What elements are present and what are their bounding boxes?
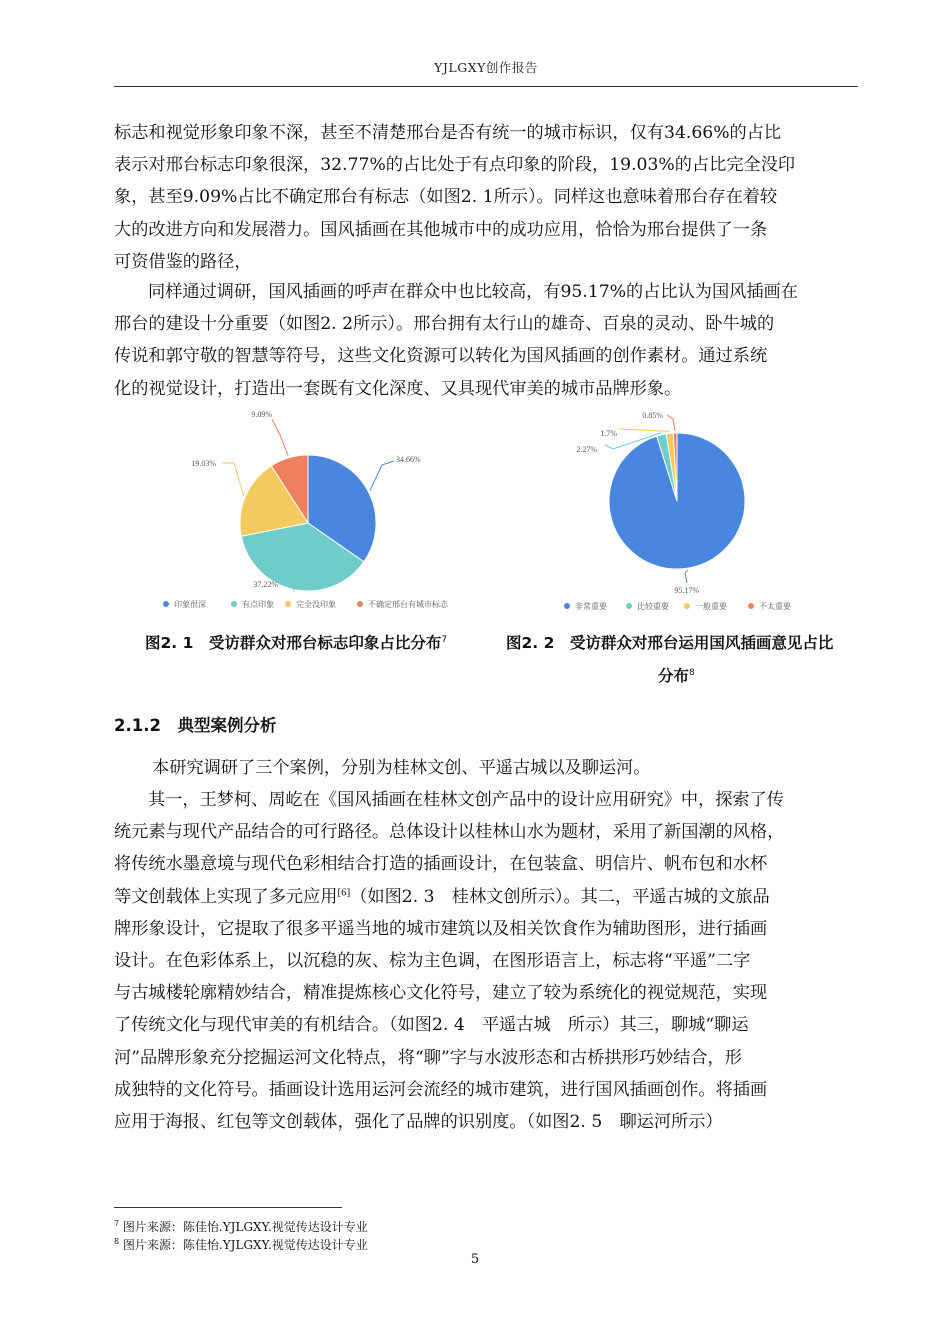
leader-line	[685, 570, 688, 583]
footnote-marker: 8	[114, 1237, 120, 1246]
slice-label: 1.7%	[600, 429, 617, 438]
slice-label: 95.17%	[674, 586, 699, 595]
text-span: （如图2. 3 桂林文创所示）。其二，平遥古城的文旅品	[350, 886, 770, 907]
legend-label: 一般重要	[695, 602, 727, 611]
text-line: 了传统文化与现代审美的有机结合。（如图2. 4 平遥古城 所示）其三，聊城“聊运	[114, 1015, 749, 1036]
figure-2-2-pie-chart	[545, 405, 805, 620]
legend-marker	[285, 601, 291, 607]
slice-label: 19.03%	[191, 459, 216, 468]
footnote-text: 图片来源：陈佳怡.YJLGXY.视觉传达设计专业	[122, 1238, 368, 1252]
text-line: 牌形象设计，它提取了很多平遥当地的城市建筑以及相关饮食作为辅助图形，进行插画	[114, 918, 768, 939]
text-line: 标志和视觉形象印象不深，甚至不清楚邢台是否有统一的城市标识，仅有34.66%的占比	[114, 123, 782, 143]
paragraph-4	[114, 784, 860, 1138]
legend-marker	[684, 603, 690, 609]
paragraph-1	[114, 117, 860, 278]
figure-2-2-caption-line2	[658, 664, 695, 686]
figure-2-2-caption	[506, 631, 833, 653]
text-line: 应用于海报、红包等文创载体，强化了品牌的识别度。（如图2. 5 聊运河所示）	[114, 1112, 723, 1133]
legend-marker	[564, 603, 570, 609]
text-line: 表示对邢台标志印象很深，32.77%的占比处于有点印象的阶段，19.03%的占比完全没印	[114, 155, 796, 176]
legend-label: 非常重要	[575, 602, 607, 611]
legend-label: 不太重要	[759, 602, 791, 611]
footnote-rule	[114, 1207, 342, 1208]
leader-line	[272, 419, 288, 456]
legend-label: 比较重要	[637, 602, 669, 611]
slice-label: 9.09%	[251, 410, 272, 419]
caption-text: 图2. 2 受访群众对邢台运用国风插画意见占比	[506, 634, 834, 652]
text-line	[114, 881, 860, 913]
leader-line	[667, 415, 675, 431]
caption-text: 图2. 1 受访群众对邢台标志印象占比分布	[145, 634, 442, 652]
text-line: 成独特的文化符号。插画设计选用运河会流经的城市建筑，进行国风插画创作。将插画	[114, 1079, 768, 1100]
text-line: 大的改进方向和发展潜力。国风插画在其他城市中的成功应用，恰恰为邢台提供了一条	[114, 219, 768, 240]
page-number: 5	[470, 1252, 480, 1267]
footnote-ref: 8	[689, 667, 695, 678]
legend-marker	[748, 603, 754, 609]
text-line: 传说和郭守敬的智慧等符号，这些文化资源可以转化为国风插画的创作素材。通过系统	[114, 346, 768, 367]
footnote-ref: 7	[441, 634, 448, 645]
legend-label: 印象很深	[174, 600, 206, 609]
text-line: 河”品牌形象充分挖掘运河文化特点，将“聊”字与水波形态和古桥拱形巧妙结合，形	[114, 1047, 742, 1068]
figure-2-1-pie-chart	[150, 405, 470, 620]
header-rule	[114, 86, 858, 87]
text-line: 统元素与现代产品结合的可行路径。总体设计以桂林山水为题材，采用了新国潮的风格，	[114, 822, 785, 843]
legend-marker	[626, 603, 632, 609]
text-line: 可资借鉴的路径，	[114, 251, 252, 272]
citation-ref: [6]	[337, 887, 351, 898]
running-header: YJLGXY创作报告	[434, 60, 538, 75]
slice-label: 2.27%	[576, 445, 597, 454]
footnote-7	[114, 1216, 368, 1235]
text-line: 同样通过调研，国风插画的呼声在群众中也比较高，有95.17%的占比认为国风插画在	[148, 282, 798, 302]
legend-marker	[231, 601, 237, 607]
text-span: 等文创载体上实现了多元应用	[114, 886, 338, 907]
caption-text: 分布	[658, 667, 690, 685]
text-line: 邢台的建设十分重要（如图2. 2所示）。邢台拥有太行山的雄奇、百泉的灵动、卧牛城的	[114, 314, 775, 335]
leader-line	[222, 463, 244, 496]
slice-label: 37.22%	[253, 580, 278, 589]
text-line: 本研究调研了三个案例，分别为桂林文创、平遥古城以及聊运河。	[152, 758, 651, 778]
slice-label: 34.66%	[396, 455, 421, 464]
legend-label: 有点印象	[242, 600, 274, 609]
footnote-8	[114, 1234, 368, 1253]
leader-line	[370, 461, 394, 491]
text-line: 与古城楼轮廓精妙结合，精准提炼核心文化符号，建立了较为系统化的视觉规范，实现	[114, 983, 768, 1004]
legend-label: 完全没印象	[296, 600, 336, 609]
slice-label: 0.85%	[642, 411, 663, 420]
figure-2-1-caption	[145, 631, 447, 653]
paragraph-2	[114, 276, 860, 405]
text-line: 将传统水墨意境与现代色彩相结合打造的插画设计，在包装盒、明信片、帆布包和水杯	[114, 854, 768, 875]
text-line: 化的视觉设计，打造出一套既有文化深度、又具现代审美的城市品牌形象。	[114, 378, 682, 399]
paragraph-3	[114, 752, 860, 784]
text-line: 设计。在色彩体系上，以沉稳的灰、棕为主色调，在图形语言上，标志将“平遥”二字	[114, 951, 751, 972]
legend-marker	[163, 601, 169, 607]
leader-line	[619, 429, 670, 431]
legend-label: 不确定邢台有城市标志	[368, 600, 448, 609]
text-line: 其一，王梦柯、周屹在《国风插画在桂林文创产品中的设计应用研究》中，探索了传	[148, 790, 784, 810]
footnote-marker: 7	[114, 1219, 120, 1228]
legend-marker	[357, 601, 363, 607]
text-line: 象，甚至9.09%占比不确定邢台有标志（如图2. 1所示）。同样这也意味着邢台存在着较	[114, 187, 778, 208]
section-title: 2.1.2 典型案例分析	[114, 716, 277, 735]
footnote-text: 图片来源：陈佳怡.YJLGXY.视觉传达设计专业	[122, 1220, 368, 1234]
